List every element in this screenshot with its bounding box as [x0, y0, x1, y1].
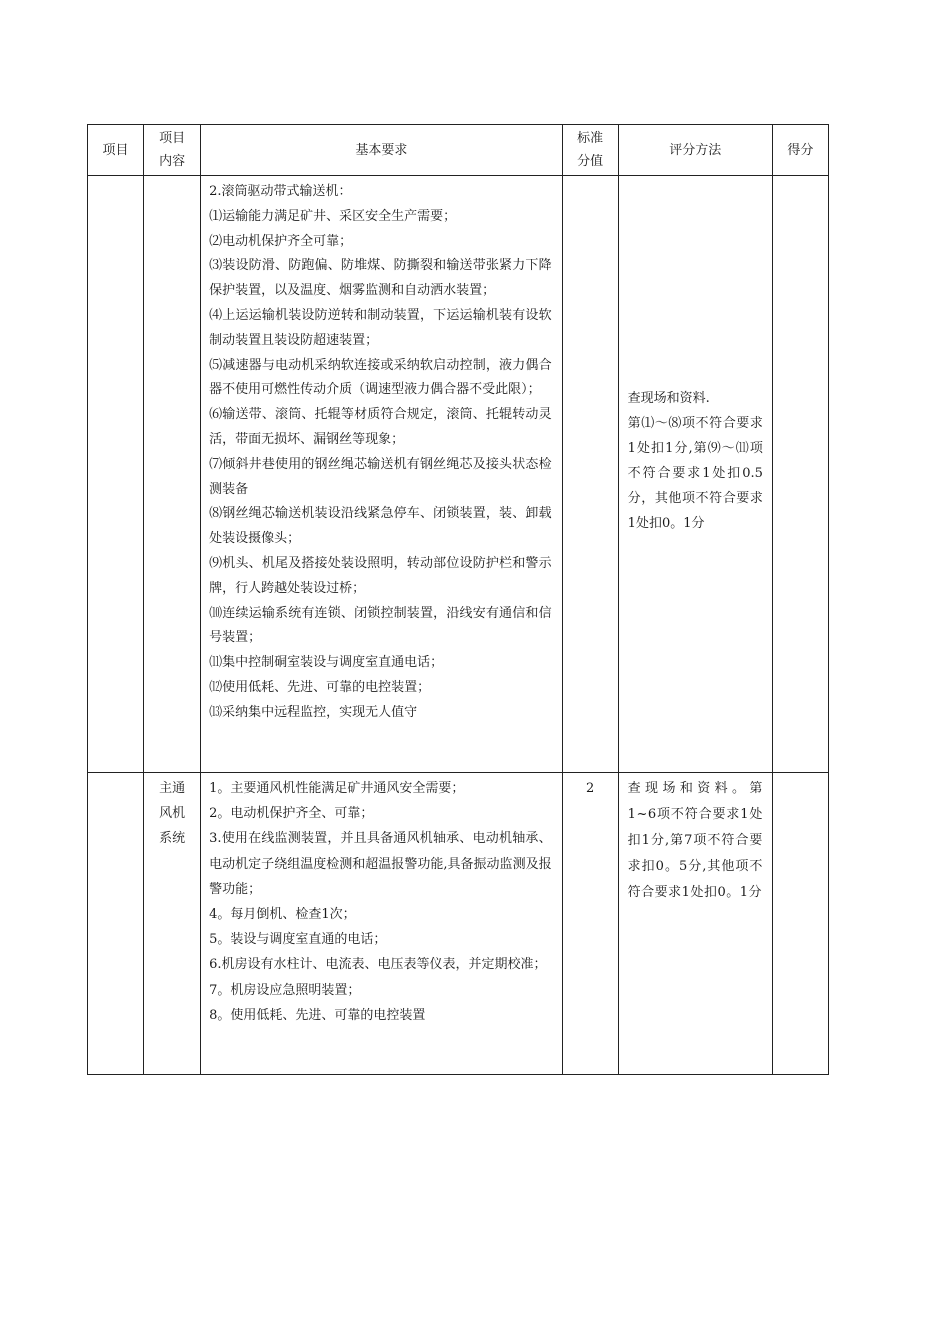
- cell-content: [144, 773, 201, 1075]
- requirement-list: [201, 773, 561, 1032]
- cell-requirements: [201, 176, 562, 773]
- method-text: [619, 176, 772, 536]
- method-text: 查现场和资料。第1~6项不符合要求1处扣1分,第7项不符合要求扣0。5分,其他项不符合要求1处扣0。1分: [627, 781, 763, 900]
- requirement-item: ⑸减速器与电动机采纳软连接或采纳软启动控制，液力偶合器不使用可燃性传动介质（调速型液力偶合器不受此限）；: [209, 357, 552, 398]
- header-standard: [562, 125, 618, 176]
- requirement-item: 4。每月倒机、检查1次；: [209, 907, 356, 923]
- header-content-line1: 项目: [159, 131, 186, 146]
- method-line: 第⑴～⑻项不符合要求1处扣1分,第⑼～⑾项不符合要求1处扣0.5分，其他项不符合要求1处扣0。1分: [627, 416, 763, 531]
- requirement-item: ⑴运输能力满足矿井、采区安全生产需要；: [209, 208, 457, 224]
- requirement-item: ⑿使用低耗、先进、可靠的电控装置；: [209, 679, 431, 695]
- requirement-item: 5。装设与调度室直通的电话；: [209, 932, 387, 948]
- cell-item: [88, 773, 144, 1075]
- cell-content: [144, 176, 201, 773]
- header-requirement: 基本要求: [201, 125, 562, 176]
- requirement-item: ⑽连续运输系统有连锁、闭锁控制装置，沿线安有通信和信号装置；: [209, 605, 552, 646]
- cell-method: [618, 176, 772, 773]
- cell-item: [88, 176, 144, 773]
- requirement-item: 2.滚筒驱动带式输送机：: [209, 184, 352, 199]
- requirement-list: [201, 176, 561, 730]
- method-line: 查现场和资料.: [627, 391, 710, 406]
- cell-standard: 2: [562, 773, 618, 1075]
- header-standard-line2: 分值: [577, 154, 604, 169]
- requirement-item: 2。电动机保护齐全、可靠；: [209, 806, 374, 822]
- requirement-item: ⑷上运运输机装设防逆转和制动装置，下运运输机装有设软制动装置且装设防超速装置；: [209, 307, 552, 348]
- cell-score: [772, 773, 828, 1075]
- table-row: [88, 176, 829, 773]
- cell-requirements: [201, 773, 562, 1075]
- scoring-table: [87, 124, 829, 1075]
- requirement-item: ⑾集中控制硐室装设与调度室直通电话；: [209, 655, 444, 671]
- table-header-row: [88, 125, 829, 176]
- requirement-item: 6.机房设有水柱计、电流表、电压表等仪表，并定期校准；: [209, 957, 547, 973]
- requirement-item: ⑹输送带、滚筒、托辊等材质符合规定，滚筒、托辊转动灵活，带面无损坏、漏钢丝等现象；: [209, 407, 552, 447]
- requirement-item: ⒀采纳集中远程监控，实现无人值守: [209, 704, 418, 720]
- content-line: 风机: [159, 806, 186, 821]
- header-content-line2: 内容: [159, 154, 186, 169]
- cell-standard: [562, 176, 618, 773]
- header-item: 项目: [88, 125, 144, 176]
- requirement-item: ⑶装设防滑、防跑偏、防堆煤、防撕裂和输送带张紧力下降保护装置，以及温度、烟雾监测和自动洒水装置；: [209, 258, 552, 299]
- header-content: [144, 125, 201, 176]
- content-line: 系统: [159, 831, 186, 846]
- requirement-item: ⑼机头、机尾及搭接处装设照明，转动部位设防护栏和警示牌，行人跨越处装设过桥；: [209, 555, 552, 596]
- content-line: 主通: [159, 781, 186, 796]
- requirement-item: 8。使用低耗、先进、可靠的电控装置: [209, 1007, 426, 1023]
- header-score: 得分: [772, 125, 828, 176]
- requirement-item: 1。主要通风机性能满足矿井通风安全需要；: [209, 781, 465, 796]
- requirement-item: ⑻钢丝绳芯输送机装设沿线紧急停车、闭锁装置，装、卸载处装设摄像头；: [209, 506, 552, 547]
- header-standard-line1: 标准: [577, 131, 604, 146]
- header-method: 评分方法: [618, 125, 772, 176]
- requirement-item: 3.使用在线监测装置，并且具备通风机轴承、电动机轴承、电动机定子绕组温度检测和超温报警功能,具备振动监测及报警功能；: [209, 831, 552, 897]
- cell-method: [618, 773, 772, 1075]
- requirement-item: ⑵电动机保护齐全可靠；: [209, 233, 353, 249]
- table-row: [88, 773, 829, 1075]
- requirement-item: ⑺倾斜井巷使用的钢丝绳芯输送机有钢丝绳芯及接头状态检测装备: [209, 456, 552, 497]
- cell-score: [772, 176, 828, 773]
- requirement-item: 7。机房设应急照明装置；: [209, 982, 361, 998]
